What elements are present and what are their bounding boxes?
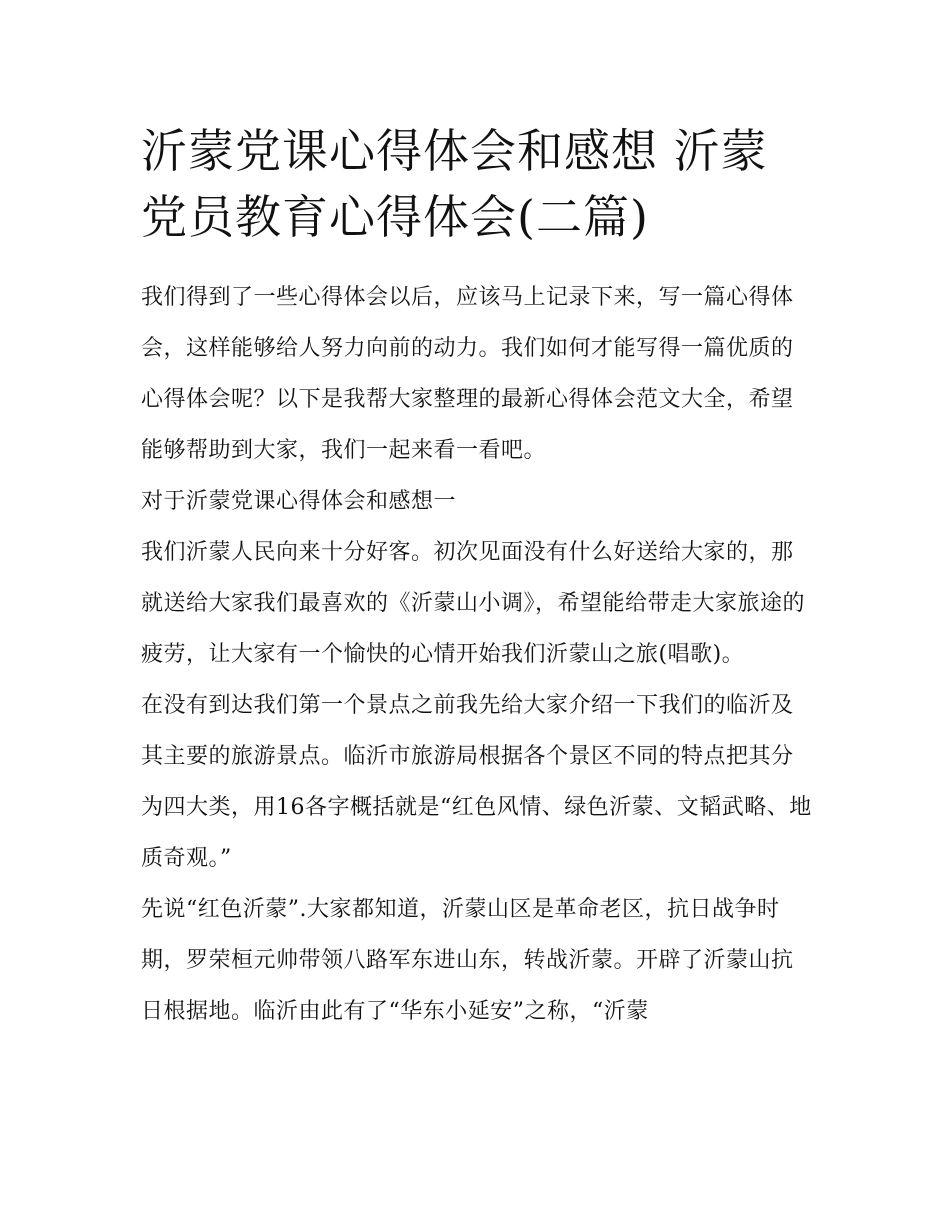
document-content [141, 118, 813, 1037]
paragraph-welcome: 我们沂蒙人民向来十分好客。初次见面没有什么好送给大家的，那就送给大家我们最喜欢的《沂蒙山小调》，希望能给带走大家旅途的疲劳，让大家有一个愉快的心情开始我们沂蒙山之旅(唱歌)。 [141, 540, 806, 667]
document-title: 沂蒙党课心得体会和感想 沂蒙党员教育心得体会(二篇) [141, 124, 768, 244]
paragraph-introduction-linyi: 在没有到达我们第一个景点之前我先给大家介绍一下我们的临沂及其主要的旅游景点。临沂市旅游局根据各个景区不同的特点把其分为四大类，用16各字概括就是“红色风情、绿色沂蒙、文韬武略、地质奇观。” [141, 693, 812, 871]
paragraph-section-heading: 对于沂蒙党课心得体会和感想一 [141, 489, 457, 514]
paragraph-intro: 我们得到了一些心得体会以后，应该马上记录下来，写一篇心得体会，这样能够给人努力向前的动力。我们如何才能写得一篇优质的心得体会呢？以下是我帮大家整理的最新心得体会范文大全，希望能够帮助到大家，我们一起来看一看吧。 [141, 285, 794, 463]
paragraph-red-yimeng: 先说“红色沂蒙”.大家都知道，沂蒙山区是革命老区，抗日战争时期，罗荣桓元帅带领八路军东进山东，转战沂蒙。开辟了沂蒙山抗日根据地。临沂由此有了“华东小延安”之称，“沂蒙 [141, 897, 794, 1024]
document-body [141, 272, 813, 1037]
